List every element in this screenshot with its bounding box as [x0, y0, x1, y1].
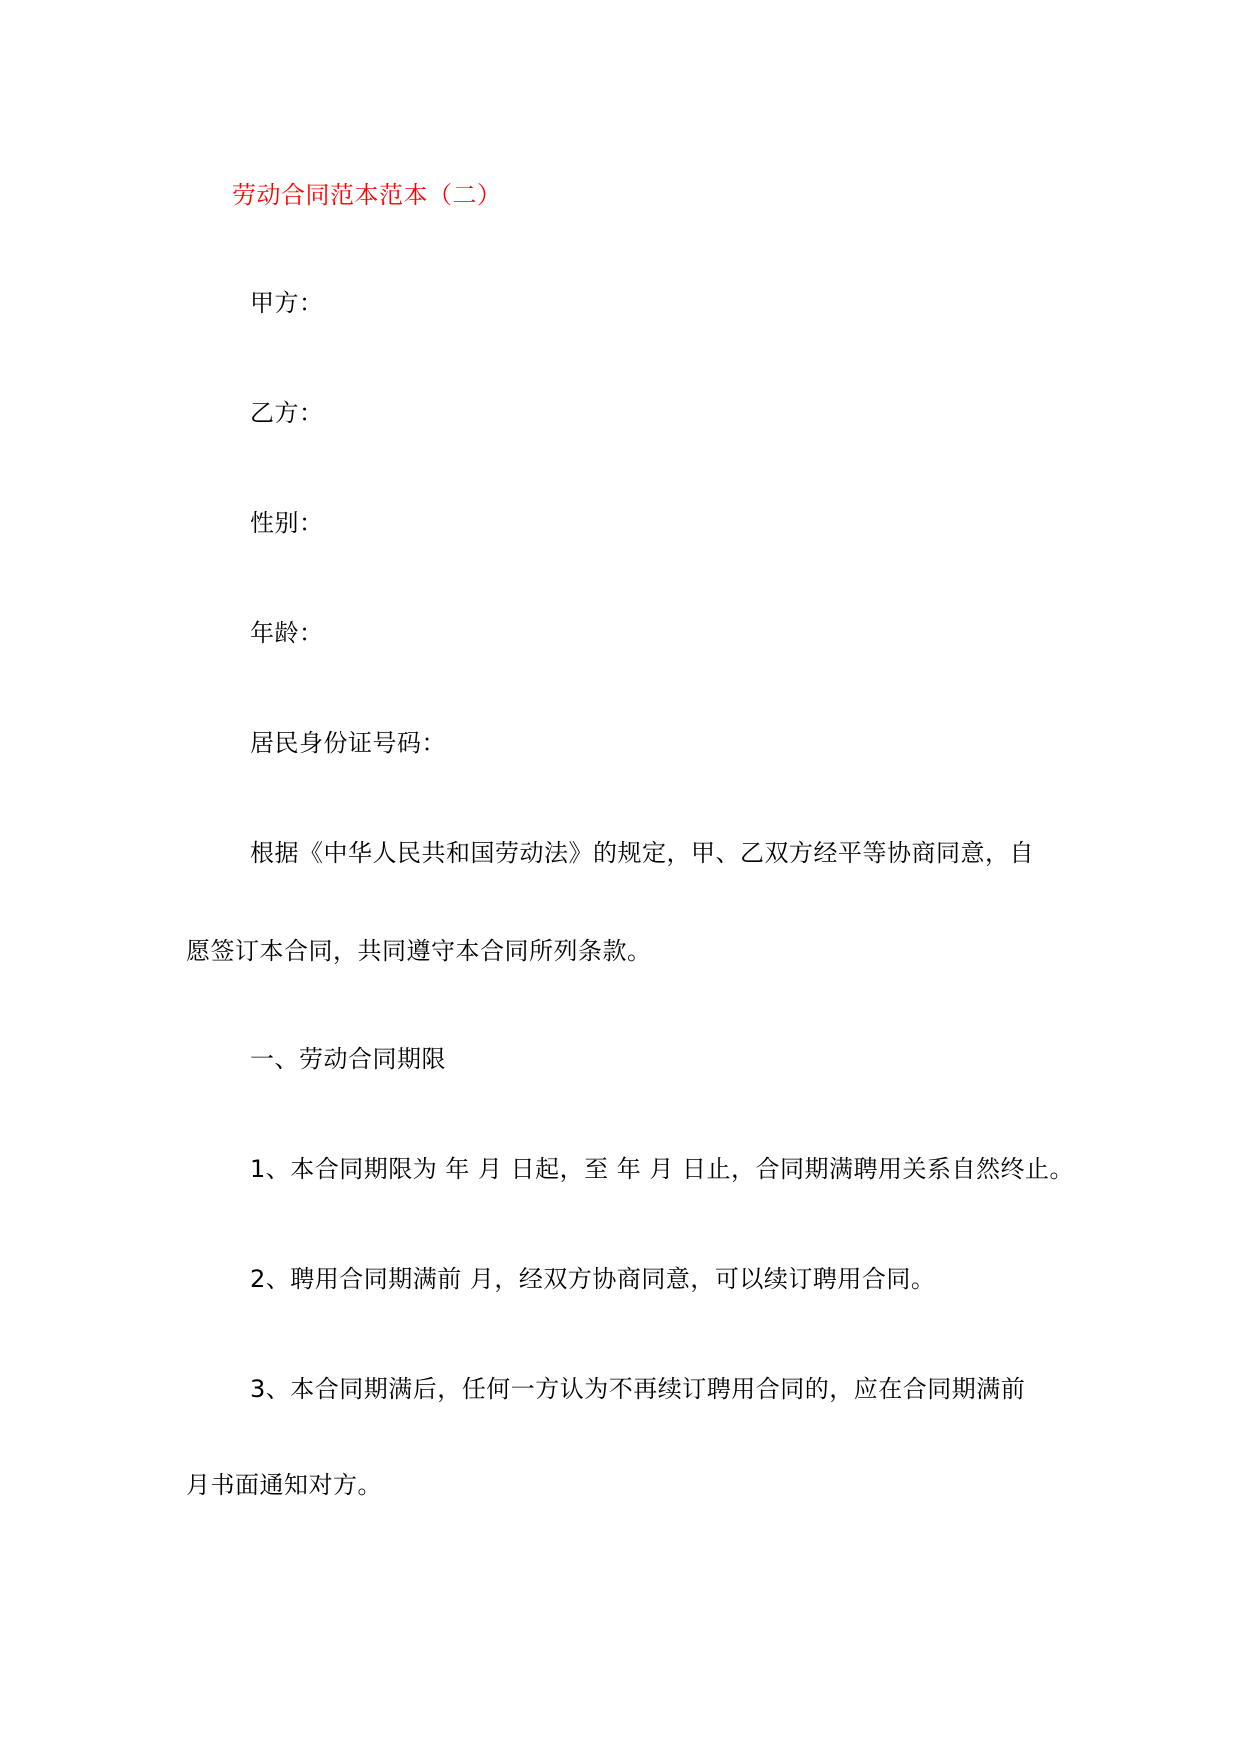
preamble-line-1: 根据《中华人民共和国劳动法》的规定，甲、乙双方经平等协商同意，自 [250, 839, 1034, 867]
clause-3-line-1: 3、本合同期满后，任何一方认为不再续订聘用合同的，应在合同期满前 [250, 1375, 1026, 1403]
preamble-line-2: 愿签订本合同，共同遵守本合同所列条款。 [186, 937, 652, 965]
clause-2: 2、聘用合同期满前 月，经双方协商同意，可以续订聘用合同。 [250, 1265, 936, 1293]
clause-1: 1、本合同期限为 年 月 日起，至 年 月 日止，合同期满聘用关系自然终止。 [250, 1155, 1075, 1183]
id-number-label: 居民身份证号码： [250, 729, 446, 757]
age-label: 年龄： [250, 619, 324, 647]
clause-3-line-2: 月书面通知对方。 [186, 1471, 382, 1499]
party-a-label: 甲方： [250, 289, 324, 317]
gender-label: 性别： [250, 509, 324, 537]
party-b-label: 乙方： [250, 399, 324, 427]
document-title: 劳动合同范本范本（二） [232, 181, 502, 209]
section-1-heading: 一、劳动合同期限 [250, 1045, 446, 1073]
